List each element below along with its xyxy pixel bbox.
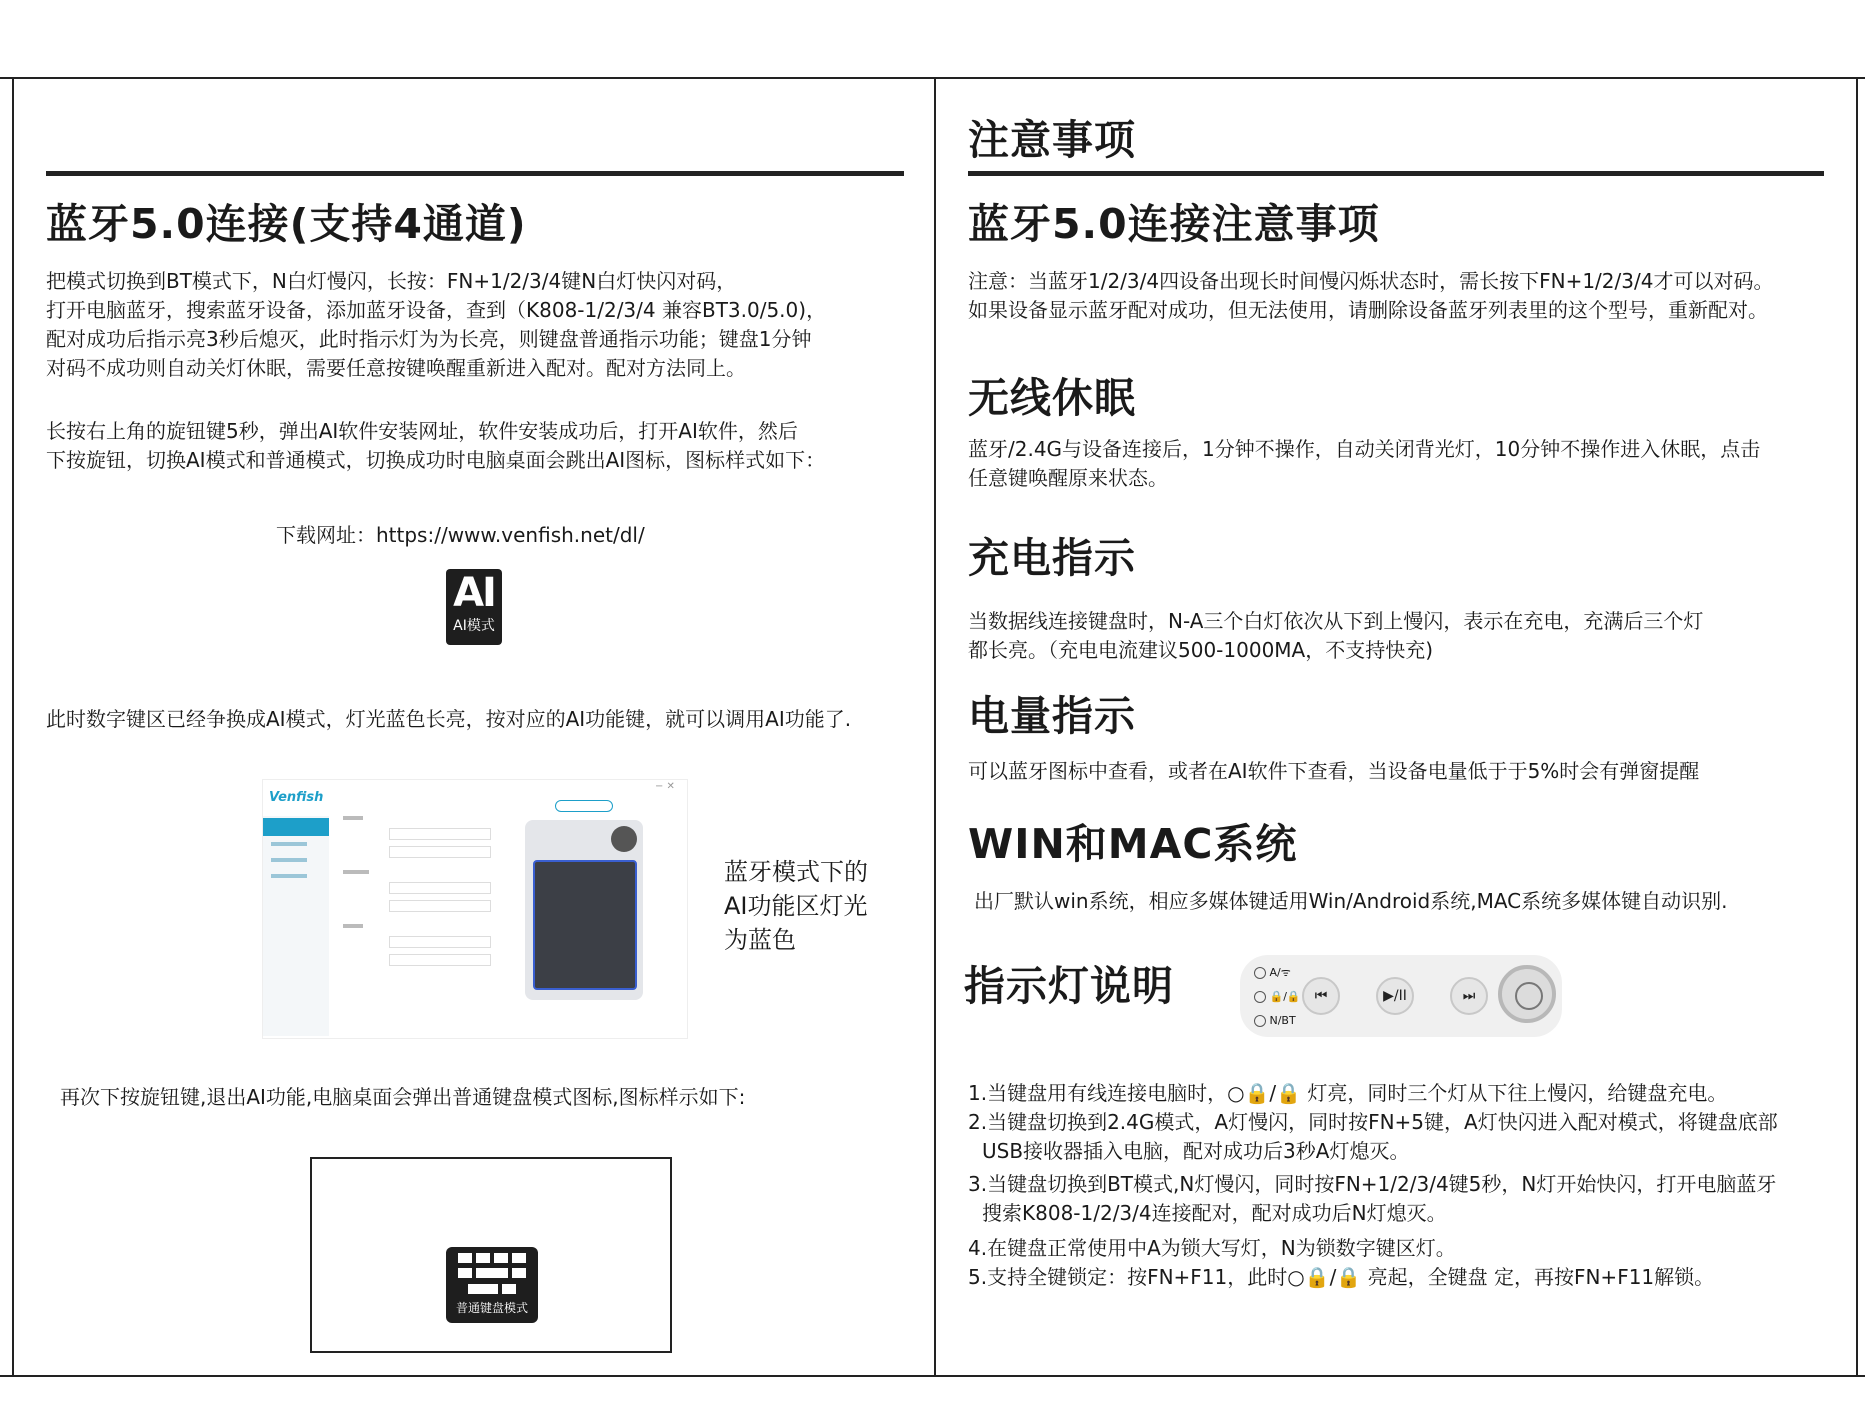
form-select[interactable] — [389, 882, 491, 894]
settings-form — [343, 810, 493, 980]
list-item: 1.当键盘用有线连接电脑时，○🔒/🔒 灯亮，同时三个灯从下往上慢闪，给键盘充电。 — [968, 1081, 1728, 1105]
indicator-light-lock — [1254, 985, 1301, 1009]
form-select[interactable] — [389, 900, 491, 912]
next-track-icon: ⏭ — [1450, 977, 1488, 1015]
ai-mode-instructions: 长按右上角的旋钮键5秒，弹出AI软件安装网址，软件安装成功后，打开AI软件，然后 下按旋钮，切换AI模式和普通模式，切换成功时电脑桌面会跳出AI图标，图标样式如下： — [46, 419, 826, 472]
section-heading-charging: 充电指示 — [968, 534, 1136, 582]
indicator-light-n — [1254, 1009, 1301, 1033]
section-text-charging: 当数据线连接键盘时，N-A三个白灯依次从下到上慢闪，表示在充电，充满后三个灯 都长亮。（充电电流建议500-1000MA，不支持快充) — [968, 609, 1704, 662]
indicator-label-n: N/BT — [1269, 1014, 1296, 1027]
section-text-bluetooth-notes: 注意：当蓝牙1/2/3/4四设备出现长时间慢闪烁状态时，需长按下FN+1/2/3/4才可以对码。 如果设备显示蓝牙配对成功，但无法使用，请删除设备蓝牙列表里的这个型号，重新配对。 — [968, 269, 1774, 322]
play-pause-icon: ▶/II — [1376, 977, 1414, 1015]
list-item: 4.在键盘正常使用中A为锁大写灯，N为锁数字键区灯。 — [968, 1236, 1456, 1260]
keyboard-mode-icon — [446, 1247, 538, 1323]
list-item: 5.支持全键锁定：按FN+F11，此时○🔒/🔒 亮起，全键盘 定，再按FN+F11解锁。 — [968, 1265, 1715, 1289]
section-heading-battery: 电量指示 — [968, 692, 1136, 740]
section-heading-sleep: 无线休眠 — [968, 374, 1136, 422]
indicator-label-a: A/ᯤ — [1269, 966, 1291, 979]
indicator-panel — [1240, 955, 1562, 1037]
indicator-light-list — [1254, 961, 1301, 1033]
notes-title: 注意事项 — [968, 116, 1136, 164]
left-title-rule — [46, 171, 904, 176]
sidebar-item[interactable] — [271, 858, 307, 862]
software-sidebar — [263, 816, 329, 1036]
screenshot-caption: 蓝牙模式下的 AI功能区灯光 为蓝色 — [724, 858, 868, 954]
form-select[interactable] — [389, 828, 491, 840]
window-controls[interactable]: − ✕ — [655, 781, 675, 792]
bluetooth-instructions: 把模式切换到BT模式下，N白灯慢闪，长按：FN+1/2/3/4键N白灯快闪对码， 打开电脑蓝牙，搜索蓝牙设备，添加蓝牙设备，查到（K808-1/2/3/4 兼容BT3.0/5.0)， 配对成功后指示亮3秒后熄灭，此时指示灯为为长亮，则键盘普通指示功能；键盘1分钟 对码不成功则自动关灯休眠，需要任意按键唤醒重新进入配对。配对方法同上。 — [46, 269, 827, 380]
keypad-image — [525, 820, 643, 1000]
ai-icon-text: AI — [453, 570, 495, 616]
section-text-system: 出厂默认win系统，相应多媒体键适用Win/Android系统,MAC系统多媒体键自动识别. — [974, 889, 1728, 913]
list-item: 搜索K808-1/2/3/4连接配对，配对成功后N灯熄灭。 — [982, 1201, 1447, 1225]
knob-icon — [1498, 965, 1556, 1023]
section-heading-bluetooth-notes: 蓝牙5.0连接注意事项 — [968, 200, 1380, 248]
sidebar-item[interactable] — [271, 874, 307, 878]
form-label — [343, 924, 363, 928]
left-margin-line — [12, 77, 14, 1377]
download-url: 下载网址：https://www.venfish.net/dl/ — [276, 523, 645, 547]
list-item: USB接收器插入电脑，配对成功后3秒A灯熄灭。 — [982, 1139, 1410, 1163]
software-screenshot — [262, 779, 688, 1039]
indicator-label-lock: 🔒/🔒 — [1269, 990, 1301, 1003]
indicator-light-a — [1254, 961, 1301, 985]
form-label — [343, 816, 363, 820]
left-page — [16, 79, 932, 1375]
form-select[interactable] — [389, 936, 491, 948]
list-item: 3.当键盘切换到BT模式,N灯慢闪，同时按FN+1/2/3/4键5秒，N灯开始快闪，打开电脑蓝牙 — [968, 1172, 1777, 1196]
right-page — [938, 79, 1860, 1375]
list-item: 2.当键盘切换到2.4G模式，A灯慢闪，同时按FN+5键，A灯快闪进入配对模式，将键盘底部 — [968, 1110, 1778, 1134]
keyboard-icon-label: 普通键盘模式 — [455, 1301, 528, 1315]
section-text-sleep: 蓝牙/2.4G与设备连接后，1分钟不操作，自动关闭背光灯，10分钟不操作进入休眠，点击 任意键唤醒原来状态。 — [968, 437, 1761, 490]
ai-mode-icon — [446, 569, 502, 645]
connect-button[interactable] — [555, 800, 613, 812]
keypad-keys-blue-light — [533, 860, 637, 990]
indicator-heading: 指示灯说明 — [964, 962, 1174, 1010]
form-label — [343, 870, 369, 874]
ai-icon-label: AI模式 — [453, 618, 495, 634]
bluetooth-title: 蓝牙5.0连接(支持4通道) — [46, 200, 527, 248]
sidebar-item[interactable] — [271, 842, 307, 846]
exit-ai-note: 再次下按旋钮键,退出AI功能,电脑桌面会弹出普通键盘模式图标,图标样示如下: — [60, 1085, 746, 1109]
sidebar-active-item[interactable] — [263, 818, 329, 836]
software-brand: Venfish — [269, 790, 324, 805]
ai-function-note: 此时数字键区已经争换成AI模式，灯光蓝色长亮，按对应的AI功能键，就可以调用AI功能了. — [46, 707, 852, 731]
frame-bottom-border — [0, 1375, 1865, 1377]
form-select[interactable] — [389, 954, 491, 966]
knob-icon — [611, 826, 637, 852]
form-select[interactable] — [389, 846, 491, 858]
section-heading-system: WIN和MAC系统 — [968, 820, 1298, 868]
previous-track-icon: ⏮ — [1302, 977, 1340, 1015]
keyboard-icon — [457, 1253, 527, 1295]
section-text-battery: 可以蓝牙图标中查看，或者在AI软件下查看，当设备电量低于于5%时会有弹窗提醒 — [968, 759, 1700, 783]
indicator-notes-list — [968, 1079, 1858, 1292]
right-title-rule — [968, 171, 1824, 176]
